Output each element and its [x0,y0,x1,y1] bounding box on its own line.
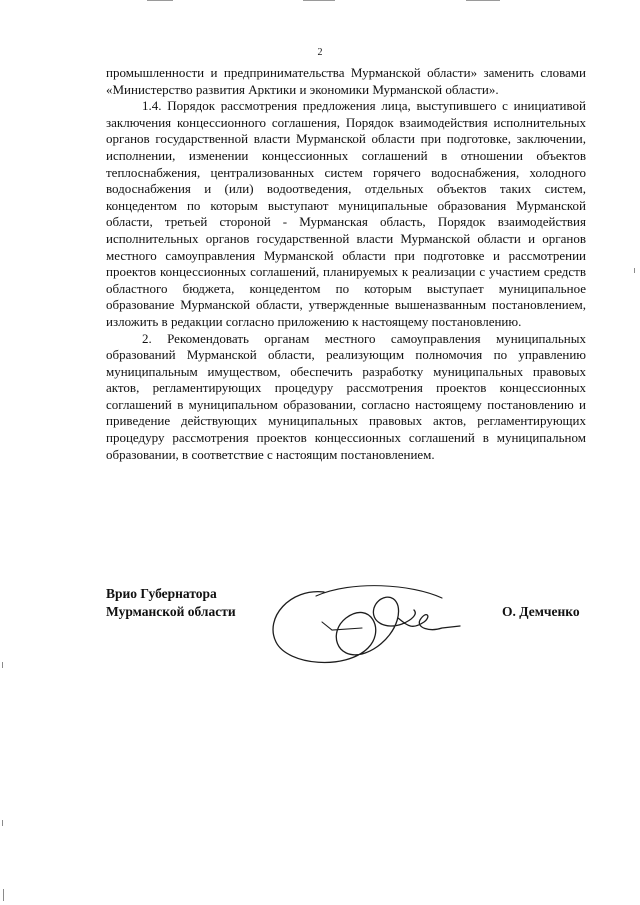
handwritten-signature [262,578,472,673]
paragraph-continuation: промышленности и предпринимательства Мурманской области» заменить словами «Министерство развития Арктики и экономики Мурманской области». [106,65,586,97]
scan-edge-mark [466,0,500,1]
scan-edge-mark [634,268,635,273]
signatory-position-line1: Врио Губернатора [106,586,217,601]
scan-edge-mark [147,0,173,1]
signatory-position-line2: Мурманской области [106,604,236,619]
page-number: 2 [317,47,323,58]
paragraph-2: 2. Рекомендовать органам местного самоуправления муниципальных образований Мурманской области, реализующим полномочия по управлению муниципальным имуществом, обеспечить разработку муниципальных правовых актов, регламентирующих процедуру рассмотрения проектов концессионных соглашений в муниципальном образовании, согласно настоящему постановлению и приведение действующих муниципальных правовых актов, регламентирующих процедуру рассмотрения проектов концессионных соглашений в муниципальном образовании, в соответствие с настоящим постановлением. [106,330,586,462]
scan-edge-mark [303,0,335,1]
signatory-name: О. Демченко [502,604,580,619]
document-body [106,65,586,463]
scan-edge-mark [3,889,4,901]
paragraph-1-4: 1.4. Порядок рассмотрения предложения лица, выступившего с инициативой заключения концессионного соглашения, Порядок взаимодействия исполнительных органов государственной власти Мурманской области при подготовке, заключении, исполнении, изменении концессионных соглашений в отношении объектов теплоснабжения, централизованных систем горячего водоснабжения, холодного водоснабжения и (или) водоотведения, отдельных объектов таких систем, концедентом по которым выступают муниципальные образования Мурманской области, третьей стороной - Мурманская область, Порядок взаимодействия исполнительных органов государственной власти Мурманской области и органов местного самоуправления Мурманской области при подготовке и рассмотрении проектов концессионных соглашений, планируемых к реализации с участием средств областного бюджета, концедентом по которым выступает муниципальное образование Мурманской области, утвержденные вышеназванным постановлением, изложить в редакции согласно приложению к настоящему постановлению. [106,98,586,329]
scan-edge-mark [2,820,3,826]
scan-edge-mark [2,662,3,668]
signatory-position [106,585,236,621]
